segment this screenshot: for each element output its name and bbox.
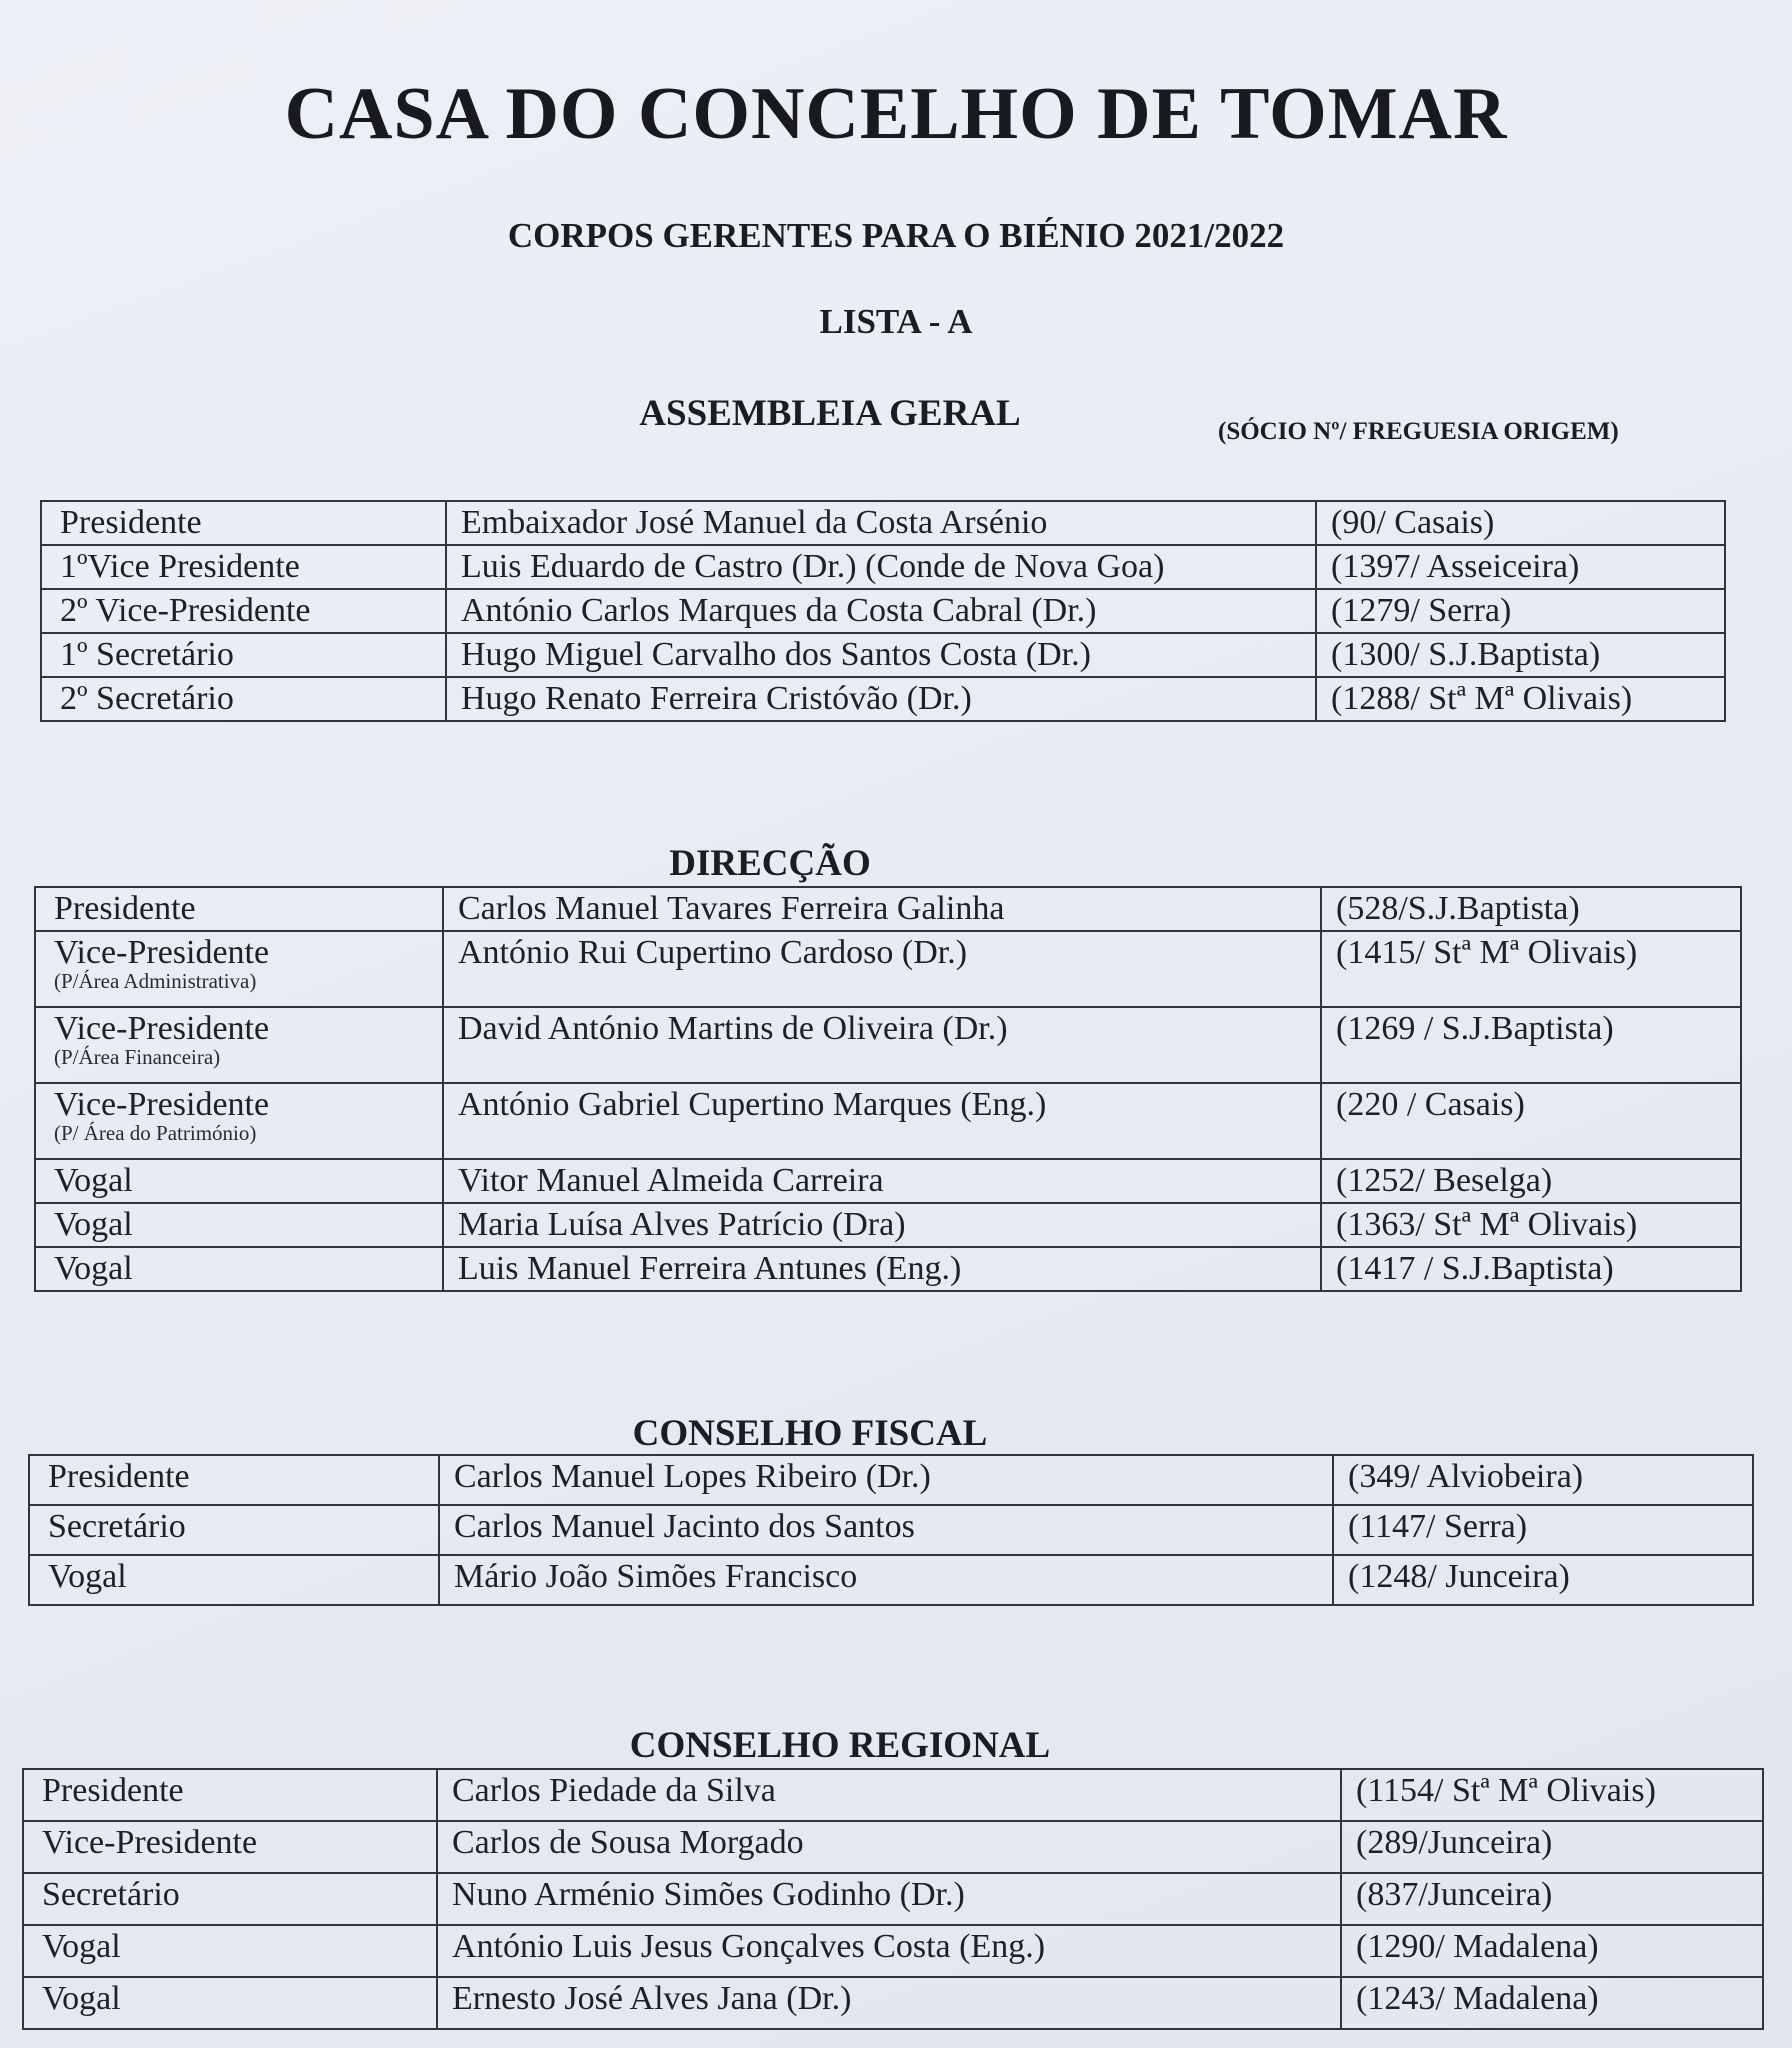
section-title-conselho-regional: CONSELHO REGIONAL bbox=[629, 1725, 1051, 1766]
role-cell: Presidente bbox=[35, 887, 443, 931]
member-cell: (90/ Casais) bbox=[1316, 501, 1725, 545]
table-conselho-fiscal bbox=[28, 1454, 1754, 1606]
member-cell: (1243/ Madalena) bbox=[1341, 1977, 1763, 2029]
name-cell: Carlos de Sousa Morgado bbox=[437, 1821, 1341, 1873]
member-cell: (1248/ Junceira) bbox=[1333, 1555, 1753, 1605]
table-row bbox=[35, 1247, 1741, 1291]
role-cell: Vogal bbox=[35, 1247, 443, 1291]
section-title-conselho-fiscal: CONSELHO FISCAL bbox=[632, 1413, 988, 1454]
name-cell: Hugo Miguel Carvalho dos Santos Costa (Dr.) bbox=[446, 633, 1316, 677]
name-cell: Nuno Arménio Simões Godinho (Dr.) bbox=[437, 1873, 1341, 1925]
member-cell: (1290/ Madalena) bbox=[1341, 1925, 1763, 1977]
table-assembleia bbox=[40, 500, 1726, 722]
member-cell: (1363/ Stª Mª Olivais) bbox=[1321, 1203, 1741, 1247]
name-cell: Luis Manuel Ferreira Antunes (Eng.) bbox=[443, 1247, 1321, 1291]
name-cell: António Carlos Marques da Costa Cabral (Dr.) bbox=[446, 589, 1316, 633]
table-row bbox=[35, 931, 1741, 1007]
table-row bbox=[41, 501, 1725, 545]
role-cell: Presidente bbox=[23, 1769, 437, 1821]
role-cell: Vogal bbox=[23, 1925, 437, 1977]
role-cell: Vogal bbox=[29, 1555, 439, 1605]
name-cell: Carlos Manuel Jacinto dos Santos bbox=[439, 1505, 1333, 1555]
name-cell: António Luis Jesus Gonçalves Costa (Eng.) bbox=[437, 1925, 1341, 1977]
member-cell: (1288/ Stª Mª Olivais) bbox=[1316, 677, 1725, 721]
name-cell: Luis Eduardo de Castro (Dr.) (Conde de Nova Goa) bbox=[446, 545, 1316, 589]
name-cell: António Rui Cupertino Cardoso (Dr.) bbox=[443, 931, 1321, 1007]
table-row bbox=[41, 545, 1725, 589]
role-cell: Vogal bbox=[23, 1977, 437, 2029]
role-cell: 1ºVice Presidente bbox=[41, 545, 446, 589]
table-row bbox=[29, 1505, 1753, 1555]
role-cell bbox=[35, 1007, 443, 1083]
table-row bbox=[35, 1159, 1741, 1203]
role-cell: 2º Vice-Presidente bbox=[41, 589, 446, 633]
role-area-note: (P/ Área do Património) bbox=[54, 1121, 257, 1145]
role-cell: Presidente bbox=[41, 501, 446, 545]
role-label: Vice-Presidente bbox=[54, 934, 270, 971]
role-label: Vice-Presidente bbox=[54, 1086, 270, 1123]
table-row bbox=[29, 1555, 1753, 1605]
name-cell: António Gabriel Cupertino Marques (Eng.) bbox=[443, 1083, 1321, 1159]
role-cell: Secretário bbox=[29, 1505, 439, 1555]
member-cell: (349/ Alviobeira) bbox=[1333, 1455, 1753, 1505]
table-row bbox=[23, 1925, 1763, 1977]
member-cell: (837/Junceira) bbox=[1341, 1873, 1763, 1925]
table-row bbox=[23, 1769, 1763, 1821]
section-title-direccao: DIRECÇÃO bbox=[669, 843, 871, 884]
role-cell: 2º Secretário bbox=[41, 677, 446, 721]
role-area-note: (P/Área Financeira) bbox=[54, 1045, 221, 1069]
section-title-assembleia: ASSEMBLEIA GERAL bbox=[639, 393, 1021, 434]
table-row bbox=[41, 677, 1725, 721]
name-cell: Carlos Manuel Lopes Ribeiro (Dr.) bbox=[439, 1455, 1333, 1505]
list-label: LISTA - A bbox=[819, 302, 973, 341]
name-cell: Carlos Piedade da Silva bbox=[437, 1769, 1341, 1821]
name-cell: Hugo Renato Ferreira Cristóvão (Dr.) bbox=[446, 677, 1316, 721]
role-cell: Vice-Presidente bbox=[23, 1821, 437, 1873]
member-cell: (1147/ Serra) bbox=[1333, 1505, 1753, 1555]
role-cell bbox=[35, 1083, 443, 1159]
member-cell: (1252/ Beselga) bbox=[1321, 1159, 1741, 1203]
name-cell: David António Martins de Oliveira (Dr.) bbox=[443, 1007, 1321, 1083]
table-row bbox=[35, 1007, 1741, 1083]
document-title: CASA DO CONCELHO DE TOMAR bbox=[284, 73, 1508, 155]
member-cell: (1154/ Stª Mª Olivais) bbox=[1341, 1769, 1763, 1821]
table-direccao bbox=[34, 886, 1742, 1292]
member-cell: (289/Junceira) bbox=[1341, 1821, 1763, 1873]
role-cell bbox=[35, 931, 443, 1007]
name-cell: Vitor Manuel Almeida Carreira bbox=[443, 1159, 1321, 1203]
table-row bbox=[23, 1977, 1763, 2029]
name-cell: Ernesto José Alves Jana (Dr.) bbox=[437, 1977, 1341, 2029]
table-row bbox=[23, 1873, 1763, 1925]
member-cell: (1279/ Serra) bbox=[1316, 589, 1725, 633]
role-area-note: (P/Área Administrativa) bbox=[54, 969, 257, 993]
table-row bbox=[35, 1203, 1741, 1247]
role-cell: Vogal bbox=[35, 1159, 443, 1203]
column-note: (SÓCIO Nº/ FREGUESIA ORIGEM) bbox=[1218, 418, 1619, 445]
member-cell: (528/S.J.Baptista) bbox=[1321, 887, 1741, 931]
table-row bbox=[29, 1455, 1753, 1505]
role-cell: Secretário bbox=[23, 1873, 437, 1925]
member-cell: (1417 / S.J.Baptista) bbox=[1321, 1247, 1741, 1291]
role-cell: Vogal bbox=[35, 1203, 443, 1247]
document-subtitle: CORPOS GERENTES PARA O BIÉNIO 2021/2022 bbox=[507, 216, 1285, 255]
table-row bbox=[35, 1083, 1741, 1159]
name-cell: Embaixador José Manuel da Costa Arsénio bbox=[446, 501, 1316, 545]
table-row bbox=[23, 1821, 1763, 1873]
member-cell: (1269 / S.J.Baptista) bbox=[1321, 1007, 1741, 1083]
member-cell: (1300/ S.J.Baptista) bbox=[1316, 633, 1725, 677]
name-cell: Carlos Manuel Tavares Ferreira Galinha bbox=[443, 887, 1321, 931]
table-row bbox=[41, 633, 1725, 677]
table-conselho-regional bbox=[22, 1768, 1764, 2030]
name-cell: Maria Luísa Alves Patrício (Dra) bbox=[443, 1203, 1321, 1247]
role-label: Vice-Presidente bbox=[54, 1010, 270, 1047]
member-cell: (1397/ Asseiceira) bbox=[1316, 545, 1725, 589]
role-cell: 1º Secretário bbox=[41, 633, 446, 677]
member-cell: (220 / Casais) bbox=[1321, 1083, 1741, 1159]
role-cell: Presidente bbox=[29, 1455, 439, 1505]
table-row bbox=[41, 589, 1725, 633]
table-row bbox=[35, 887, 1741, 931]
name-cell: Mário João Simões Francisco bbox=[439, 1555, 1333, 1605]
member-cell: (1415/ Stª Mª Olivais) bbox=[1321, 931, 1741, 1007]
